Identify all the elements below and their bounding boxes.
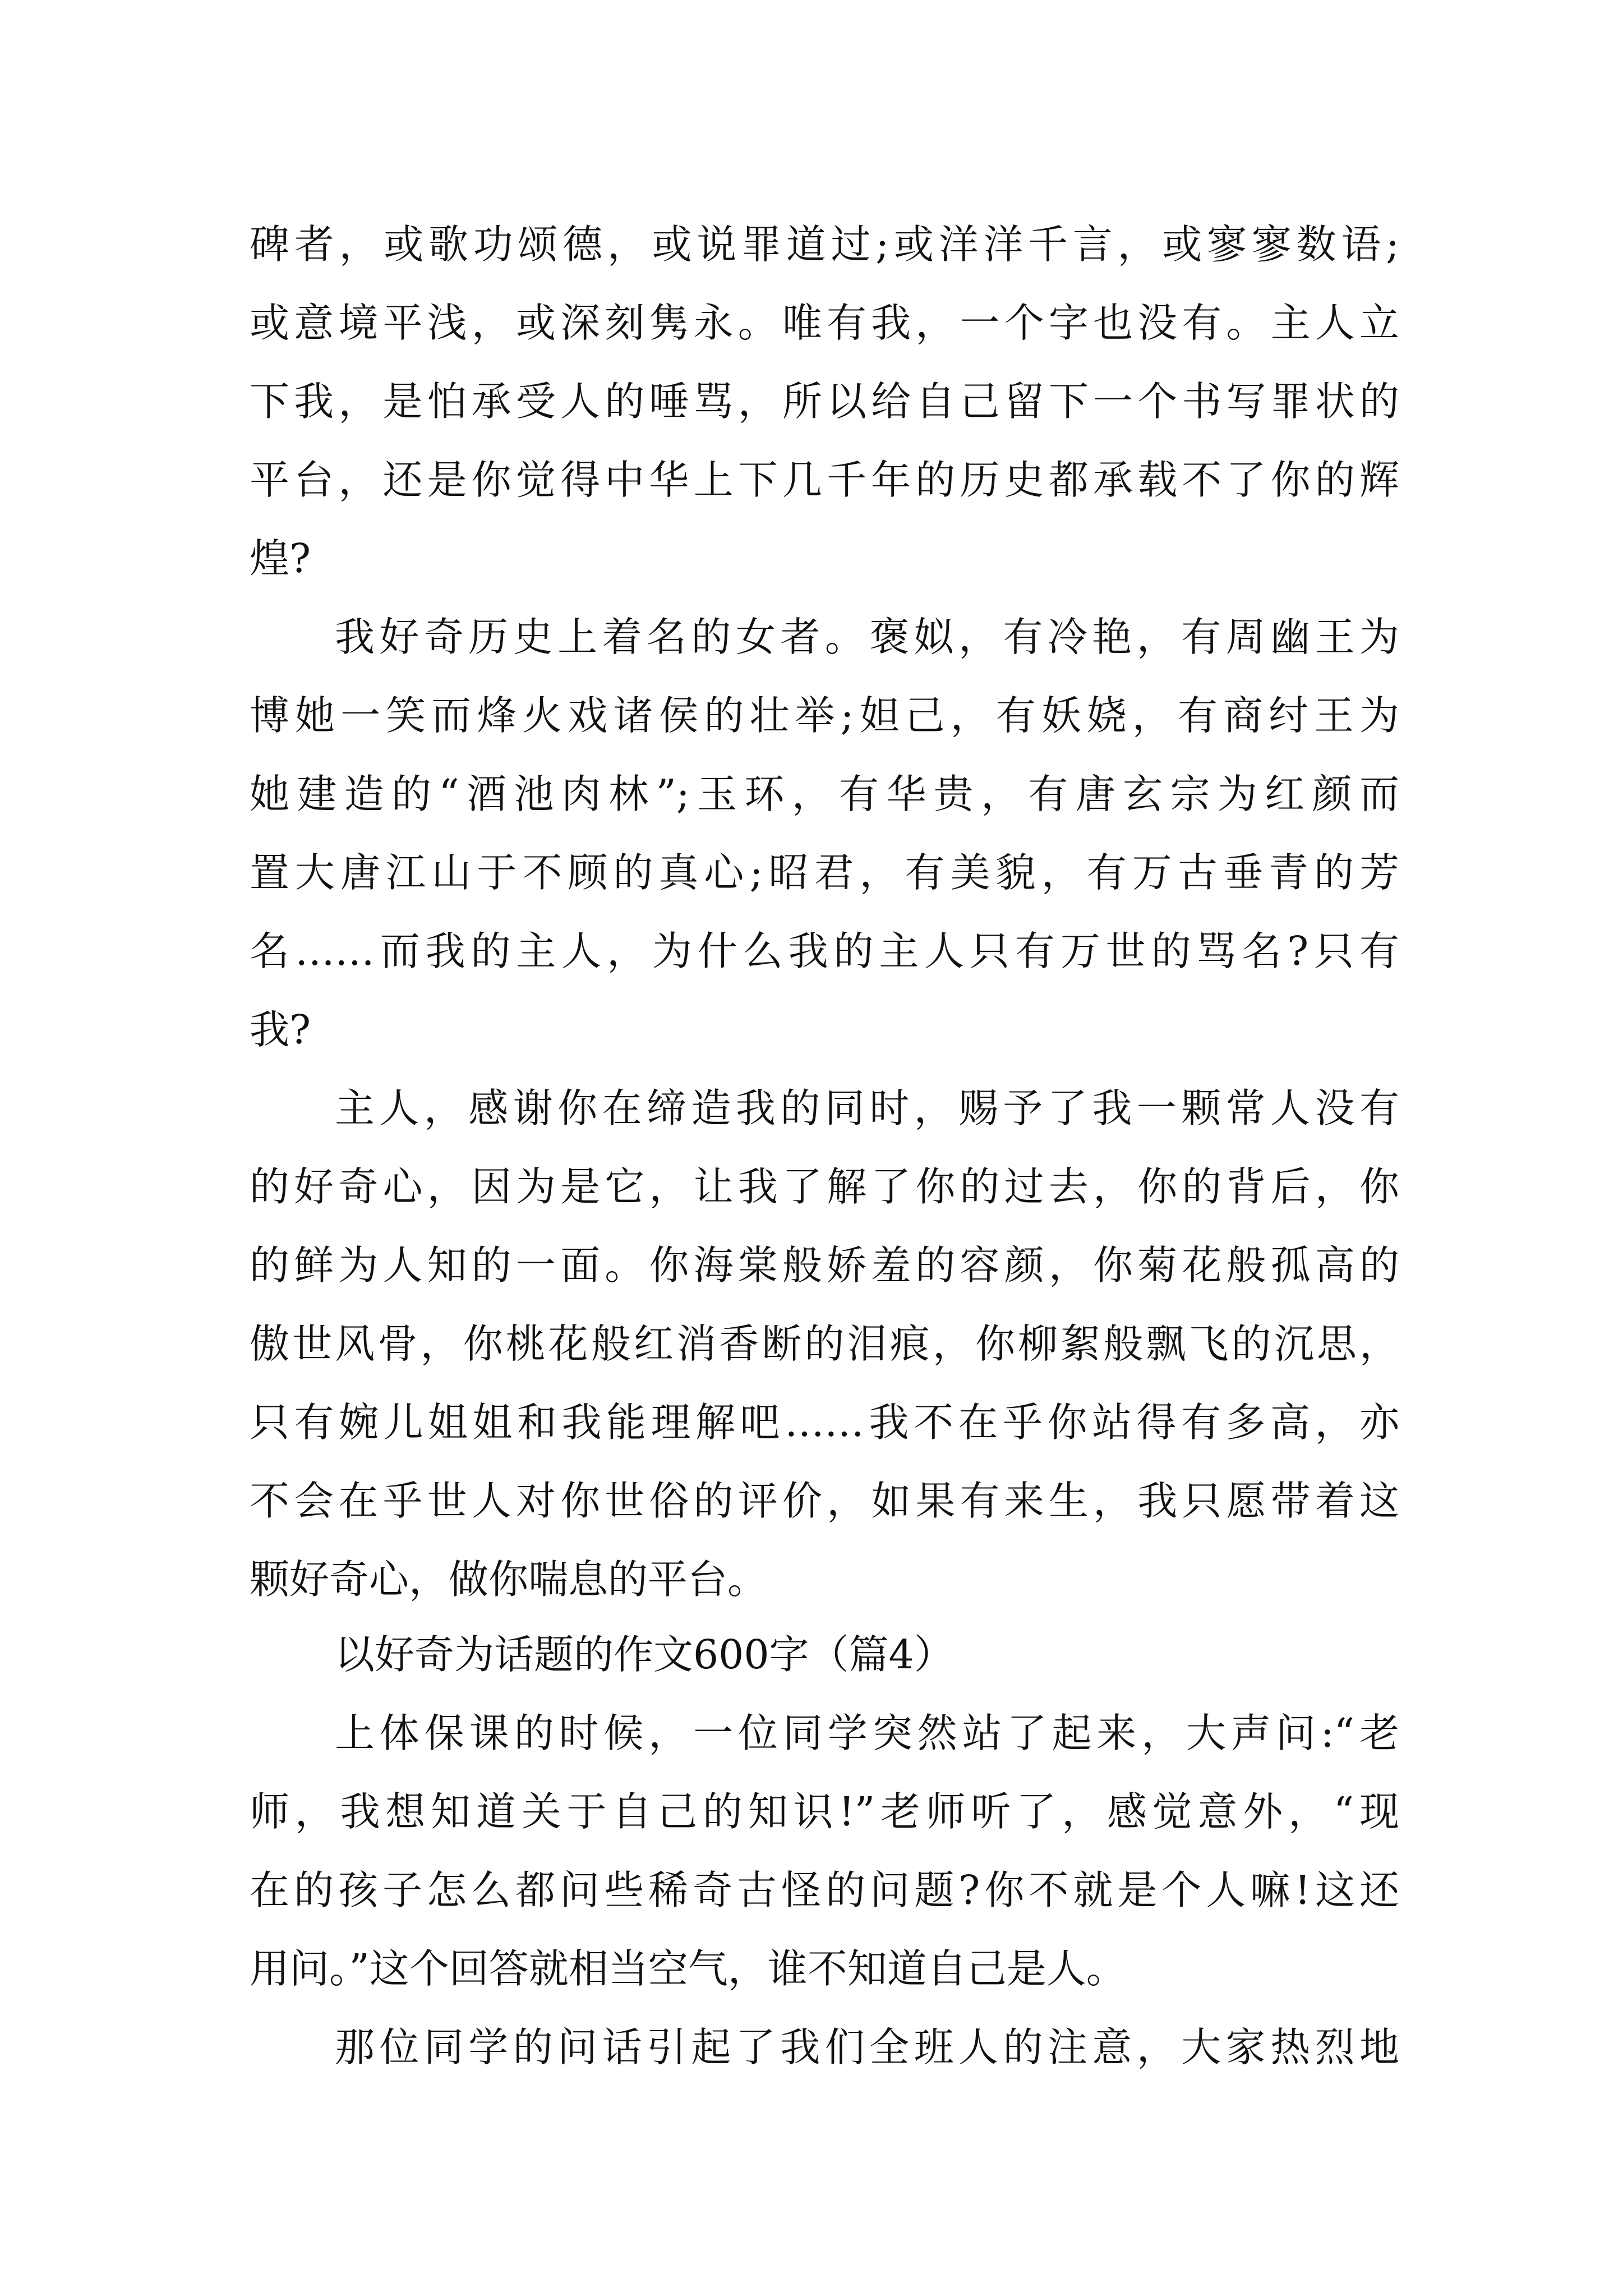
text-line: 傲世风骨，你桃花般红消香断的泪痕，你柳絮般飘飞的沉思，: [250, 1320, 1399, 1367]
text-line: 师，我想知道关于自己的知识!”老师听了，感觉意外，“现: [250, 1788, 1399, 1835]
text-line: 的鲜为人知的一面。你海棠般娇羞的容颜，你菊花般孤高的: [250, 1242, 1399, 1289]
paragraph-first-line: 主人，感谢你在缔造我的同时，赐予了我一颗常人没有: [335, 1085, 1399, 1131]
paragraph-first-line: 上体保课的时候，一位同学突然站了起来，大声问:“老: [335, 1710, 1399, 1756]
text-line: 她建造的“酒池肉林”;玉环，有华贵，有唐玄宗为红颜而: [250, 771, 1399, 817]
text-line: 下我，是怕承受人的唾骂，所以给自己留下一个书写罪状的: [250, 378, 1399, 425]
text-line: 颗好奇心，做你喘息的平台。: [250, 1556, 768, 1603]
paragraph-first-line: 我好奇历史上着名的女者。褒姒，有冷艳，有周幽王为: [335, 614, 1399, 660]
text-line: 碑者，或歌功颂德，或说罪道过;或洋洋千言，或寥寥数语;: [250, 221, 1399, 268]
paragraph-first-line: 那位同学的问话引起了我们全班人的注意，大家热烈地: [335, 2024, 1399, 2070]
text-line: 的好奇心，因为是它，让我了解了你的过去，你的背后，你: [250, 1163, 1399, 1210]
text-line: 我?: [250, 1006, 311, 1053]
text-line: 置大唐江山于不顾的真心;昭君，有美貌，有万古垂青的芳: [250, 849, 1399, 896]
text-line: 用问。”这个回答就相当空气，谁不知道自己是人。: [250, 1945, 1126, 1992]
section-heading: 以好奇为话题的作文600字（篇4）: [335, 1631, 954, 1678]
text-line: 在的孩子怎么都问些稀奇古怪的问题?你不就是个人嘛!这还: [250, 1867, 1399, 1913]
text-line: 平台，还是你觉得中华上下几千年的历史都承载不了你的辉: [250, 457, 1399, 503]
text-line: 不会在乎世人对你世俗的评价，如果有来生，我只愿带着这: [250, 1478, 1399, 1524]
text-line: 煌?: [250, 535, 311, 582]
text-line: 博她一笑而烽火戏诸侯的壮举;妲己，有妖娆，有商纣王为: [250, 692, 1399, 739]
text-line: 或意境平浅，或深刻隽永。唯有我，一个字也没有。主人立: [250, 300, 1399, 346]
text-line: 名……而我的主人，为什么我的主人只有万世的骂名?只有: [250, 928, 1399, 974]
text-line: 只有婉儿姐姐和我能理解吧……我不在乎你站得有多高，亦: [250, 1399, 1399, 1446]
